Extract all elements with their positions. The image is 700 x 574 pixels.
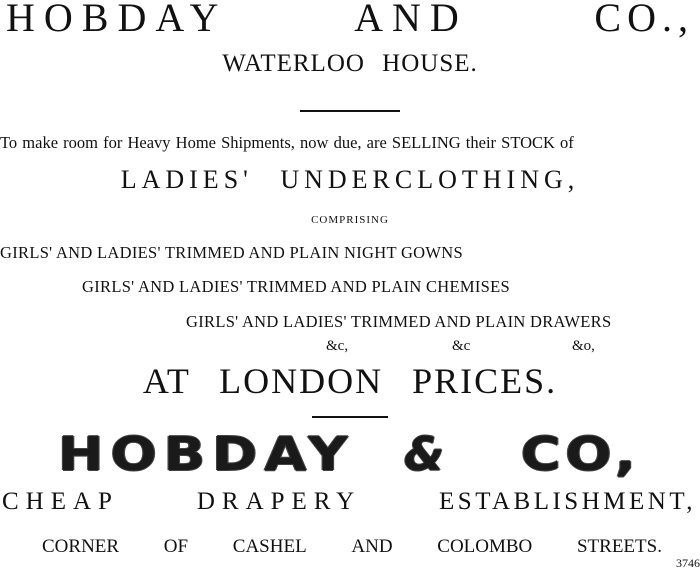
headline-underclothing: LADIES' UNDERCLOTHING, bbox=[120, 165, 580, 194]
address-word: OF bbox=[163, 536, 189, 557]
item-line-night-gowns: GIRLS' AND LADIES' TRIMMED AND PLAIN NIGHT GOWNS bbox=[0, 243, 463, 262]
intro-text: To make room for Heavy Home Shipments, now due, are SELLING their STOCK of bbox=[0, 133, 574, 152]
firm-word-and: AND bbox=[354, 0, 468, 40]
address-word: STREETS. bbox=[576, 536, 662, 557]
item-line-drawers: GIRLS' AND LADIES' TRIMMED AND PLAIN DRAWERS bbox=[186, 312, 612, 331]
etc-mark: &c bbox=[452, 338, 471, 354]
blackletter-word-co: CO, bbox=[520, 427, 640, 481]
firm-name-heading bbox=[0, 0, 700, 40]
ad-number: 3746 bbox=[676, 556, 700, 570]
firm-word-co: CO., bbox=[594, 0, 694, 40]
etc-mark: &c, bbox=[326, 338, 349, 354]
comprising-label: COMPRISING bbox=[311, 214, 389, 226]
address-word: COLOMBO bbox=[437, 536, 533, 557]
establishment-line bbox=[0, 488, 700, 516]
house-name: WATERLOO HOUSE. bbox=[222, 50, 478, 77]
establishment-word: ESTABLISHMENT, bbox=[439, 488, 696, 515]
address-word: AND bbox=[351, 536, 393, 557]
address-word: CASHEL bbox=[232, 536, 307, 557]
address-word: CORNER bbox=[42, 536, 120, 557]
blackletter-word-hobday: HOBDAY bbox=[58, 427, 355, 481]
establishment-word: DRAPERY bbox=[196, 488, 362, 515]
blackletter-ampersand: & bbox=[403, 427, 445, 481]
divider-rule bbox=[312, 416, 388, 418]
address-line bbox=[42, 536, 662, 558]
etc-mark: &o, bbox=[572, 338, 595, 354]
firm-word-hobday: HOBDAY bbox=[6, 0, 228, 40]
prices-heading: AT LONDON PRICES. bbox=[142, 361, 558, 401]
establishment-word: CHEAP bbox=[2, 488, 119, 515]
divider-rule bbox=[300, 110, 400, 112]
item-line-chemises: GIRLS' AND LADIES' TRIMMED AND PLAIN CHEMISES bbox=[82, 277, 510, 296]
blackletter-firm-name bbox=[0, 428, 700, 480]
